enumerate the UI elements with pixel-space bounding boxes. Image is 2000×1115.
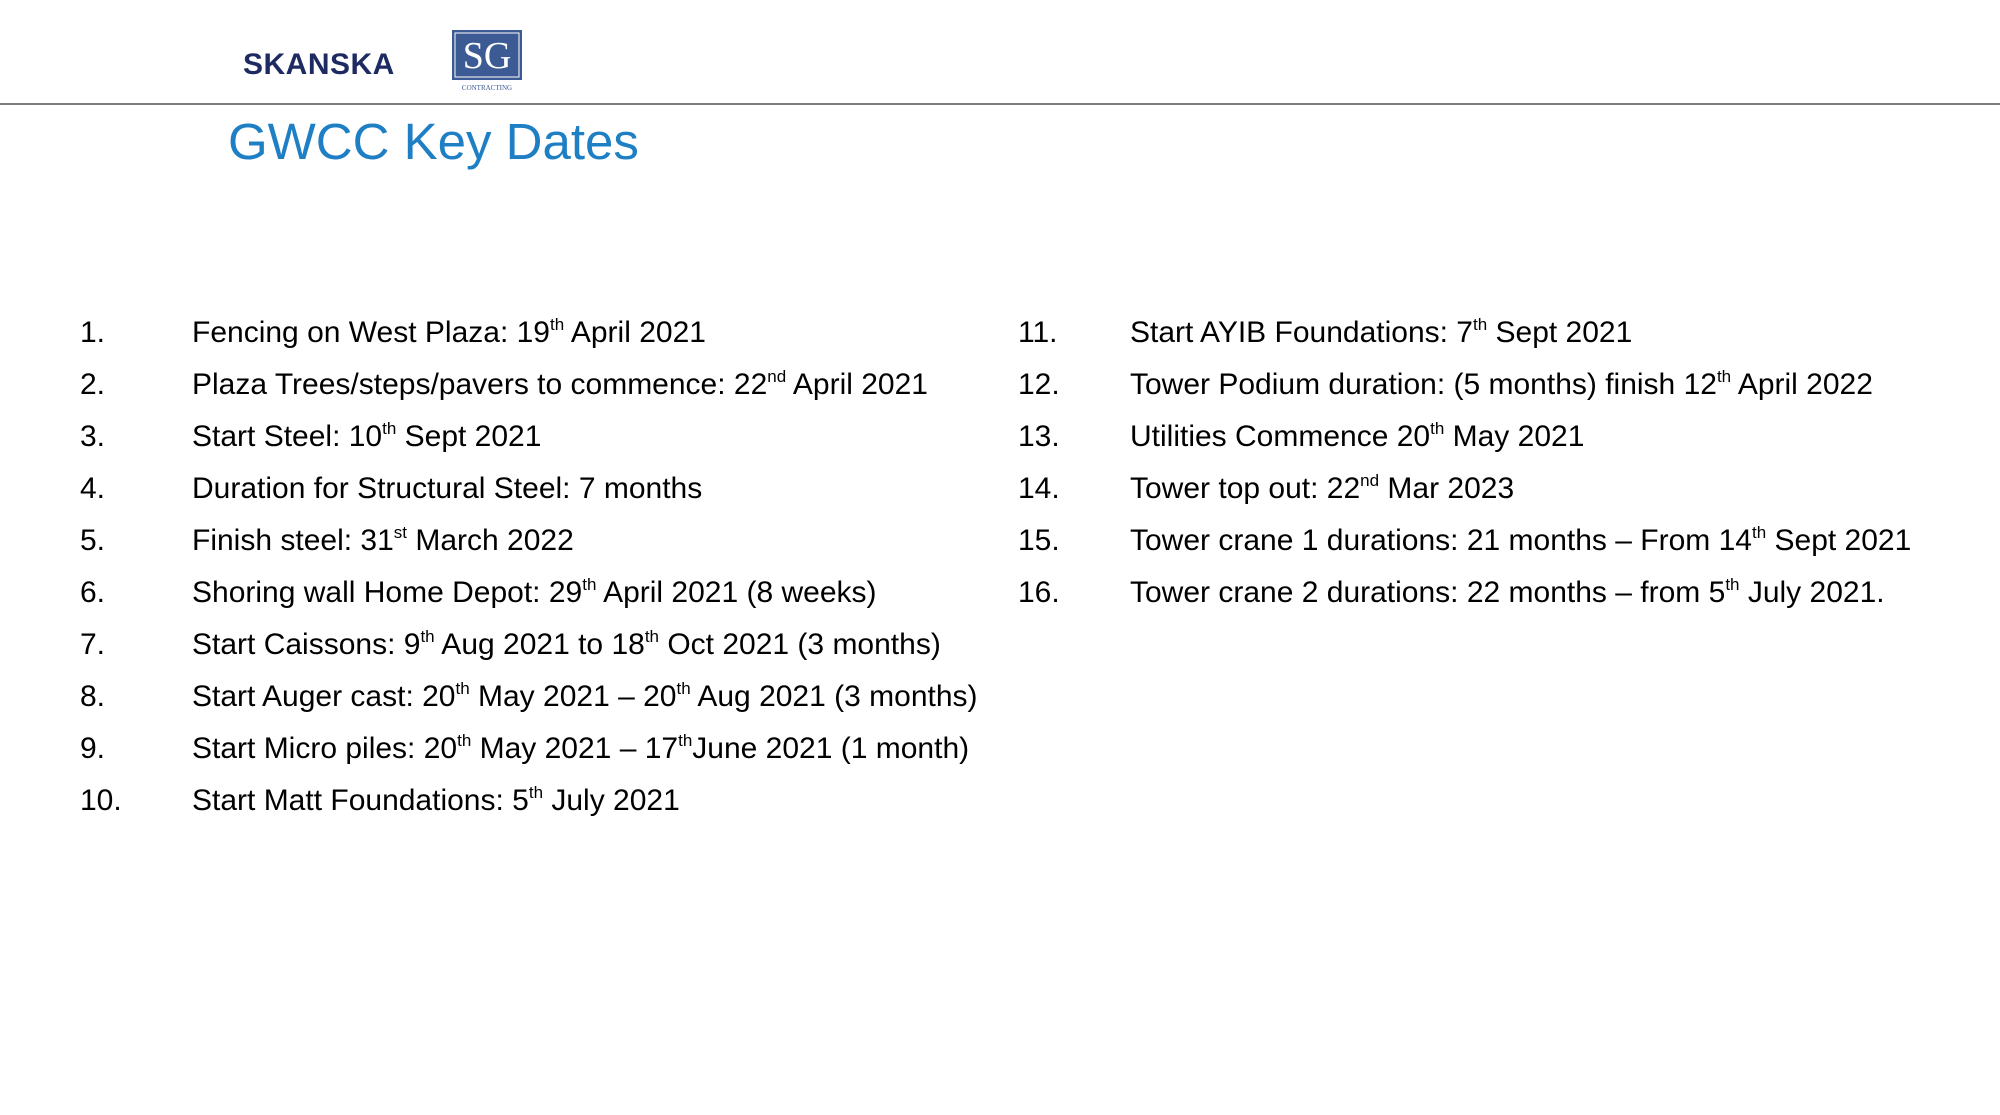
list-item-text-run: May 2021 – 17 bbox=[471, 732, 679, 765]
list-item-text bbox=[192, 783, 980, 818]
list-item-number: 5. bbox=[80, 524, 106, 557]
list-item-text-run: Mar 2023 bbox=[1379, 472, 1515, 505]
ordinal-suffix: th bbox=[582, 575, 597, 594]
list-item-number: 2. bbox=[80, 368, 106, 401]
sg-logo-subtext: CONTRACTING bbox=[461, 84, 513, 92]
skanska-logo: SKANSKA bbox=[243, 48, 395, 81]
list-item-text-run: Sept 2021 bbox=[1766, 524, 1912, 557]
ordinal-suffix: th bbox=[678, 731, 693, 750]
sg-contracting-logo bbox=[452, 30, 522, 92]
list-item bbox=[1018, 523, 1958, 558]
list-item-number: 12. bbox=[1018, 368, 1060, 401]
list-item-text-run: May 2021 bbox=[1444, 420, 1585, 453]
list-item bbox=[1018, 471, 1958, 506]
list-item-text bbox=[192, 523, 980, 558]
ordinal-suffix: th bbox=[420, 627, 435, 646]
list-item-text-run: Start Steel: 10 bbox=[192, 420, 383, 453]
list-item-text-run: Start Caissons: 9 bbox=[192, 628, 421, 661]
list-item-number: 14. bbox=[1018, 472, 1060, 505]
ordinal-suffix: th bbox=[1725, 575, 1740, 594]
list-item bbox=[1018, 367, 1958, 402]
list-item-text-run: Aug 2021 (3 months) bbox=[690, 680, 978, 713]
list-item-text-run: July 2021. bbox=[1739, 576, 1885, 609]
list-item-text bbox=[192, 575, 980, 610]
ordinal-suffix: th bbox=[1751, 523, 1767, 542]
ordinal-suffix: th bbox=[382, 419, 397, 438]
list-item-text-run: Duration for Structural Steel: 7 months bbox=[192, 472, 703, 505]
list-item-text-run: July 2021 bbox=[543, 784, 680, 817]
list-item bbox=[80, 523, 980, 558]
list-item-text-run: Tower crane 2 durations: 22 months – from 5 bbox=[1130, 576, 1726, 609]
ordinal-suffix: th bbox=[457, 731, 472, 750]
list-item bbox=[80, 367, 980, 402]
ordinal-suffix: th bbox=[528, 783, 544, 802]
list-item-text-run: April 2021 bbox=[786, 368, 928, 401]
list-item bbox=[1018, 419, 1958, 454]
ordinal-suffix: th bbox=[549, 315, 565, 334]
list-item-text bbox=[192, 471, 980, 506]
sg-logo-monogram: SG bbox=[462, 35, 512, 77]
list-item-text-run: March 2022 bbox=[407, 524, 574, 557]
list-item-text bbox=[1130, 575, 1958, 610]
list-item-text bbox=[192, 679, 980, 714]
list-item-text-run: Start AYIB Foundations: 7 bbox=[1130, 316, 1473, 349]
list-item-text-run: April 2021 (8 weeks) bbox=[596, 576, 877, 609]
list-item bbox=[1018, 315, 1958, 350]
list-item-number: 8. bbox=[80, 680, 106, 713]
list-item-number: 4. bbox=[80, 472, 106, 505]
list-item bbox=[80, 627, 980, 662]
ordinal-suffix: st bbox=[393, 523, 408, 542]
list-item-text-run: Plaza Trees/steps/pavers to commence: 22 bbox=[192, 368, 768, 401]
list-item-text-run: Sept 2021 bbox=[396, 420, 542, 453]
list-item-text-run: Utilities Commence 20 bbox=[1130, 420, 1431, 453]
ordinal-suffix: nd bbox=[767, 367, 787, 386]
list-item-text-run: Fencing on West Plaza: 19 bbox=[192, 316, 550, 349]
list-item-text-run: Finish steel: 31 bbox=[192, 524, 394, 557]
list-item bbox=[80, 419, 980, 454]
list-item-text-run: Oct 2021 (3 months) bbox=[659, 628, 941, 661]
list-item bbox=[80, 471, 980, 506]
list-item-text bbox=[1130, 367, 1958, 402]
list-item-text-run: April 2022 bbox=[1731, 368, 1873, 401]
ordinal-suffix: th bbox=[455, 679, 470, 698]
key-dates-list-left bbox=[80, 315, 980, 835]
list-item bbox=[80, 315, 980, 350]
list-item-text bbox=[192, 315, 980, 350]
list-item-text-run: April 2021 bbox=[564, 316, 706, 349]
list-item-text bbox=[1130, 523, 1958, 558]
list-item-text-run: June 2021 (1 month) bbox=[692, 732, 970, 765]
list-item bbox=[80, 731, 980, 766]
list-item-text-run: Tower Podium duration: (5 months) finish 12 bbox=[1130, 368, 1717, 401]
list-item-number: 10. bbox=[80, 784, 122, 817]
list-item-text-run: Aug 2021 to 18 bbox=[434, 628, 645, 661]
list-item-text-run: Tower top out: 22 bbox=[1130, 472, 1361, 505]
ordinal-suffix: th bbox=[676, 679, 691, 698]
list-item-number: 7. bbox=[80, 628, 106, 661]
list-item-text-run: Tower crane 1 durations: 21 months – From 14 bbox=[1130, 524, 1752, 557]
list-item-number: 13. bbox=[1018, 420, 1060, 453]
list-item-text bbox=[1130, 315, 1958, 350]
ordinal-suffix: th bbox=[1716, 367, 1732, 386]
list-item-number: 1. bbox=[80, 316, 106, 349]
ordinal-suffix: th bbox=[644, 627, 660, 646]
ordinal-suffix: nd bbox=[1360, 471, 1380, 490]
ordinal-suffix: th bbox=[1430, 419, 1445, 438]
list-item-text bbox=[192, 367, 980, 402]
list-item bbox=[1018, 575, 1958, 610]
list-item bbox=[80, 575, 980, 610]
list-item-text-run: Start Auger cast: 20 bbox=[192, 680, 456, 713]
header-divider bbox=[0, 103, 2000, 105]
list-item-number: 11. bbox=[1018, 316, 1058, 349]
list-item-text bbox=[1130, 471, 1958, 506]
list-item-number: 6. bbox=[80, 576, 106, 609]
list-item-number: 3. bbox=[80, 420, 106, 453]
list-item-number: 16. bbox=[1018, 576, 1060, 609]
page-title: GWCC Key Dates bbox=[228, 113, 639, 170]
list-item-text bbox=[1130, 419, 1958, 454]
list-item-text bbox=[192, 419, 980, 454]
list-item bbox=[80, 783, 980, 818]
list-item-text-run: Start Micro piles: 20 bbox=[192, 732, 458, 765]
key-dates-list-right bbox=[1018, 315, 1958, 627]
list-item-text-run: May 2021 – 20 bbox=[469, 680, 677, 713]
ordinal-suffix: th bbox=[1472, 315, 1488, 334]
list-item-text-run: Sept 2021 bbox=[1487, 316, 1633, 349]
list-item-text-run: Start Matt Foundations: 5 bbox=[192, 784, 529, 817]
list-item bbox=[80, 679, 980, 714]
list-item-text bbox=[192, 627, 980, 662]
list-item-number: 9. bbox=[80, 732, 106, 765]
list-item-text bbox=[192, 731, 980, 766]
list-item-number: 15. bbox=[1018, 524, 1060, 557]
list-item-text-run: Shoring wall Home Depot: 29 bbox=[192, 576, 583, 609]
